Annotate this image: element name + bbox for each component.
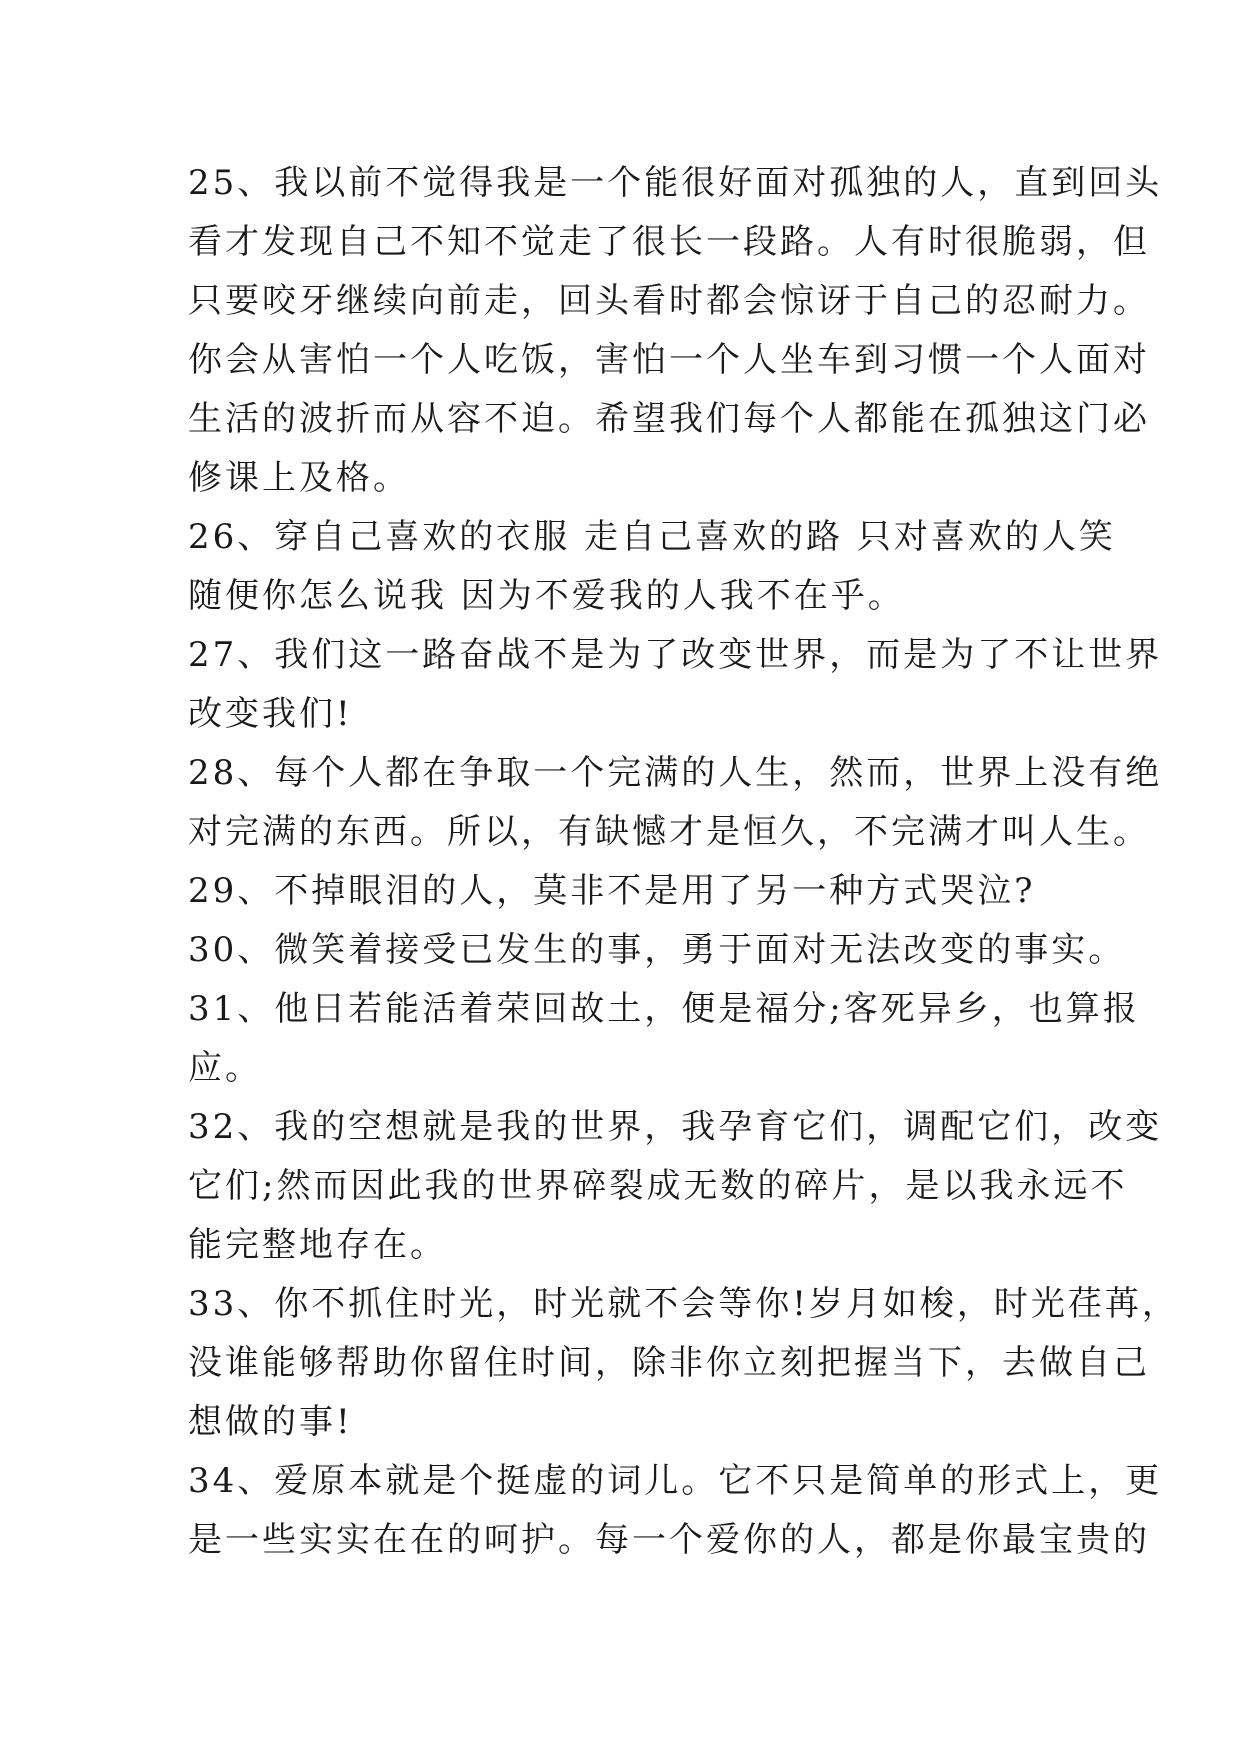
text-line: 改变我们! <box>188 694 353 734</box>
text-line: 修课上及格。 <box>188 458 410 498</box>
text-line: 27、我们这一路奋战不是为了改变世界，而是为了不让世界 <box>188 635 1163 675</box>
text-line: 看才发现自己不知不觉走了很长一段路。人有时很脆弱，但 <box>188 222 1150 262</box>
text-line: 应。 <box>188 1048 262 1088</box>
text-line: 25、我以前不觉得我是一个能很好面对孤独的人，直到回头 <box>188 163 1163 203</box>
text-line: 29、不掉眼泪的人，莫非不是用了另一种方式哭泣? <box>188 871 1036 911</box>
text-line: 26、穿自己喜欢的衣服 走自己喜欢的路 只对喜欢的人笑 <box>188 517 1116 557</box>
text-line: 30、微笑着接受已发生的事，勇于面对无法改变的事实。 <box>188 930 1126 970</box>
text-line: 对完满的东西。所以，有缺憾才是恒久，不完满才叫人生。 <box>188 812 1150 852</box>
document-body <box>188 154 1179 1570</box>
text-line: 没谁能够帮助你留住时间，除非你立刻把握当下，去做自己 <box>188 1343 1150 1383</box>
text-line: 它们;然而因此我的世界碎裂成无数的碎片，是以我永远不 <box>188 1166 1128 1206</box>
text-line: 32、我的空想就是我的世界，我孕育它们，调配它们，改变 <box>188 1107 1163 1147</box>
text-line: 31、他日若能活着荣回故土，便是福分;客死异乡，也算报 <box>188 989 1140 1029</box>
text-line: 想做的事! <box>188 1402 353 1442</box>
text-line: 生活的波折而从容不迫。希望我们每个人都能在孤独这门必 <box>188 399 1150 439</box>
text-line: 只要咬牙继续向前走，回头看时都会惊讶于自己的忍耐力。 <box>188 281 1150 321</box>
text-line: 随便你怎么说我 因为不爱我的人我不在乎。 <box>188 576 905 616</box>
text-line: 28、每个人都在争取一个完满的人生，然而，世界上没有绝 <box>188 753 1163 793</box>
text-line: 是一些实实在在的呵护。每一个爱你的人，都是你最宝贵的 <box>188 1520 1150 1560</box>
text-line: 你会从害怕一个人吃饭，害怕一个人坐车到习惯一个人面对 <box>188 340 1150 380</box>
text-line: 34、爱原本就是个挺虚的词儿。它不只是简单的形式上，更 <box>188 1461 1163 1501</box>
text-line: 能完整地存在。 <box>188 1225 447 1265</box>
text-line: 33、你不抓住时光，时光就不会等你!岁月如梭，时光荏苒， <box>188 1284 1179 1324</box>
